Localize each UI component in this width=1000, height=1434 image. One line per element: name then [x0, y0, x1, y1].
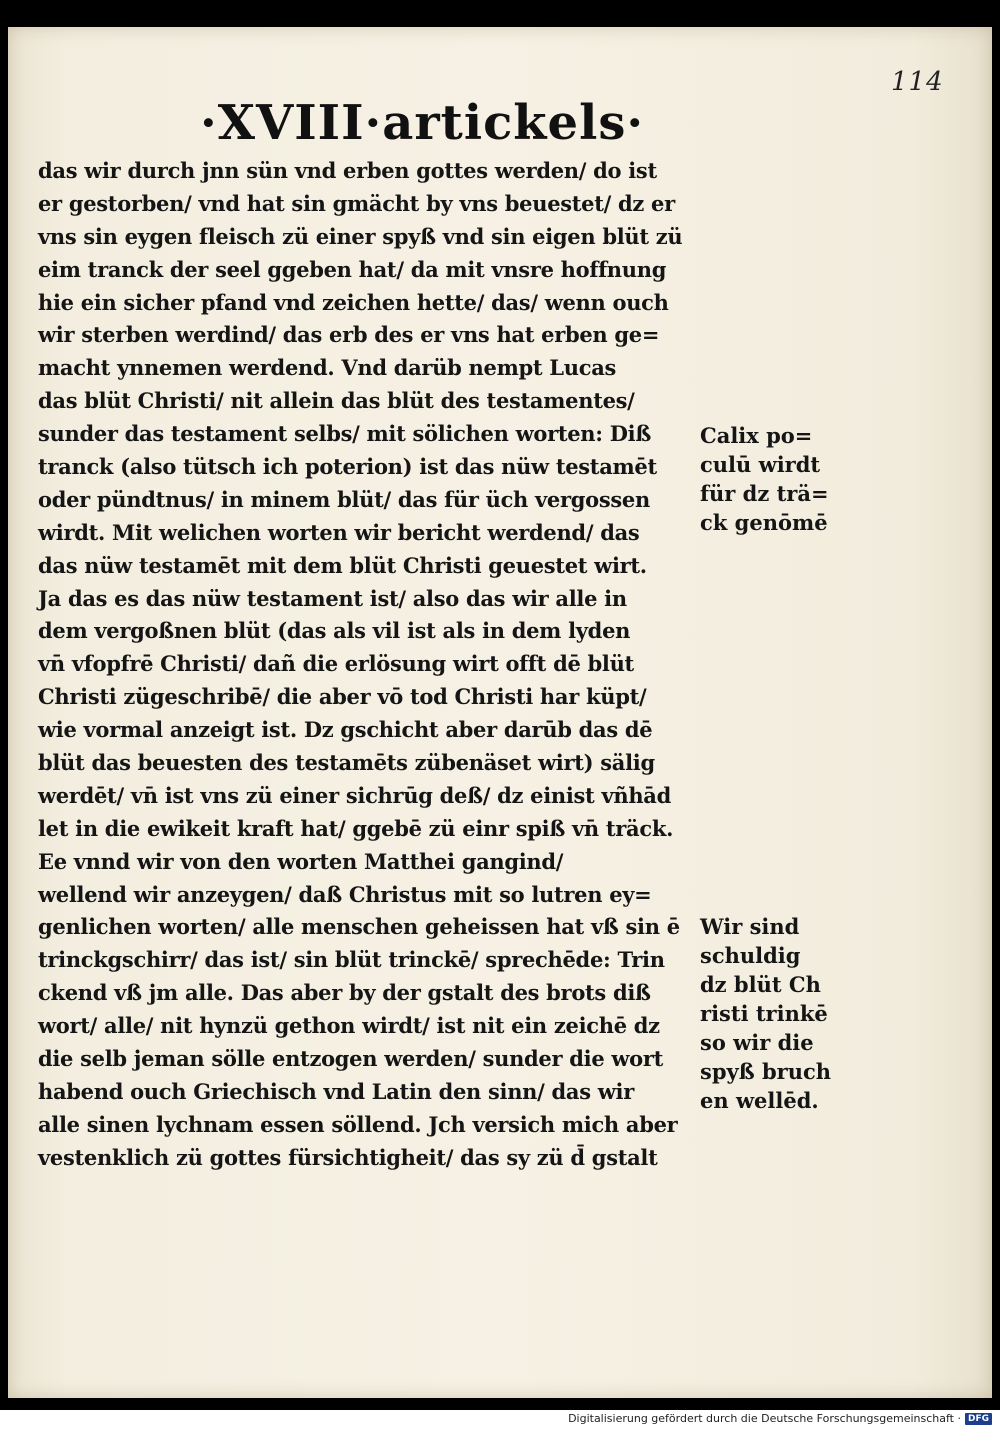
- folio-number: 114: [891, 67, 944, 97]
- text-line: let in die ewikeit kraft hat/ ggebē zü einr spiß vn̄ träck.: [38, 815, 674, 841]
- text-line: Ee vnnd wir von den worten Matthei gangind/: [38, 848, 564, 874]
- margin-note-line: für dz trä=: [700, 481, 829, 506]
- margin-note-line: en wellēd.: [700, 1088, 819, 1113]
- text-line: wirdt. Mit welichen worten wir bericht werdend/ das: [38, 519, 640, 545]
- text-line: ckend vß jm alle. Das aber by der gstalt des brots diß: [38, 980, 651, 1006]
- text-line: vestenklich zü gottes fürsichtigheit/ das sy zü d̄ gstalt: [38, 1144, 658, 1170]
- margin-note-line: schuldig: [700, 943, 801, 968]
- text-line: hie ein sicher pfand vnd zeichen hette/ das/ wenn ouch: [38, 289, 669, 315]
- margin-note-line: dz blüt Ch: [700, 972, 821, 997]
- margin-note-calix: [700, 421, 840, 537]
- margin-note-line: so wir die: [700, 1030, 814, 1055]
- text-line: Christi zügeschribē/ die aber vō tod Christi har küpt/: [38, 684, 647, 710]
- text-line: alle sinen lychnam essen söllend. Jch versich mich aber: [38, 1111, 678, 1137]
- margin-note-line: risti trinkē: [700, 1001, 828, 1026]
- footer-credit-text: Digitalisierung gefördert durch die Deutsche Forschungsgemeinschaft ·: [568, 1412, 961, 1425]
- text-line: vn̄ vfopfrē Christi/ dañ die erlösung wirt offt dē blüt: [38, 651, 634, 677]
- footer-credit: [568, 1412, 992, 1425]
- text-line: sunder das testament selbs/ mit sölichen worten: Diß: [38, 421, 651, 447]
- running-head: ·XVIII·artickels·: [200, 95, 645, 151]
- text-line: wie vormal anzeigt ist. Dz gschicht aber darūb das dē: [38, 717, 653, 743]
- text-line: wellend wir anzeygen/ daß Christus mit so lutren ey=: [38, 881, 652, 907]
- text-line: genlichen worten/ alle menschen geheissen hat vß sin ē: [38, 914, 680, 940]
- body-text: [38, 155, 698, 1175]
- text-line: blüt das beuesten des testamēts zübenäset wirt) sälig: [38, 750, 655, 776]
- text-line: trinckgschirr/ das ist/ sin blüt trinckē/ sprechēde: Trin: [38, 947, 665, 973]
- text-line: das blüt Christi/ nit allein das blüt des testamentes/: [38, 388, 635, 414]
- text-line: wir sterben werdind/ das erb des er vns hat erben ge=: [38, 322, 660, 348]
- margin-note-line: Calix po=: [700, 423, 813, 448]
- margin-note-line: culū wirdt: [700, 452, 821, 477]
- text-line: vns sin eygen fleisch zü einer spyß vnd sin eigen blüt zü: [38, 223, 683, 249]
- text-line: werdēt/ vn̄ ist vns zü einer sichrūg deß/ dz einist vñhād: [38, 782, 672, 808]
- margin-note-wir-sind: [700, 912, 840, 1115]
- text-line: dem vergoßnen blüt (das als vil ist als in dem lyden: [38, 618, 631, 644]
- text-line: macht ynnemen werdend. Vnd darüb nempt Lucas: [38, 355, 617, 381]
- text-line: oder pündtnus/ in minem blüt/ das für üch vergossen: [38, 486, 650, 512]
- text-line: er gestorben/ vnd hat sin gmächt by vns beuestet/ dz er: [38, 190, 675, 216]
- text-line: eim tranck der seel ggeben hat/ da mit vnsre hoffnung: [38, 256, 667, 282]
- margin-note-line: Wir sind: [700, 914, 800, 939]
- text-line: das wir durch jnn sün vnd erben gottes werden/ do ist: [38, 158, 657, 183]
- text-line: die selb jeman sölle entzogen werden/ sunder die wort: [38, 1046, 664, 1072]
- text-line: wort/ alle/ nit hynzü gethon wirdt/ ist nit ein zeichē dz: [38, 1013, 660, 1039]
- margin-note-line: spyß bruch: [700, 1059, 832, 1084]
- dfg-logo: DFG: [965, 1413, 992, 1425]
- margin-note-line: ck genōmē: [700, 510, 828, 535]
- text-line: das nüw testamēt mit dem blüt Christi geuestet wirt.: [38, 552, 647, 578]
- text-line: tranck (also tütsch ich poterion) ist das nüw testamēt: [38, 454, 657, 480]
- text-line: Ja das es das nüw testament ist/ also das wir alle in: [38, 585, 627, 611]
- text-line: habend ouch Griechisch vnd Latin den sinn/ das wir: [38, 1078, 634, 1104]
